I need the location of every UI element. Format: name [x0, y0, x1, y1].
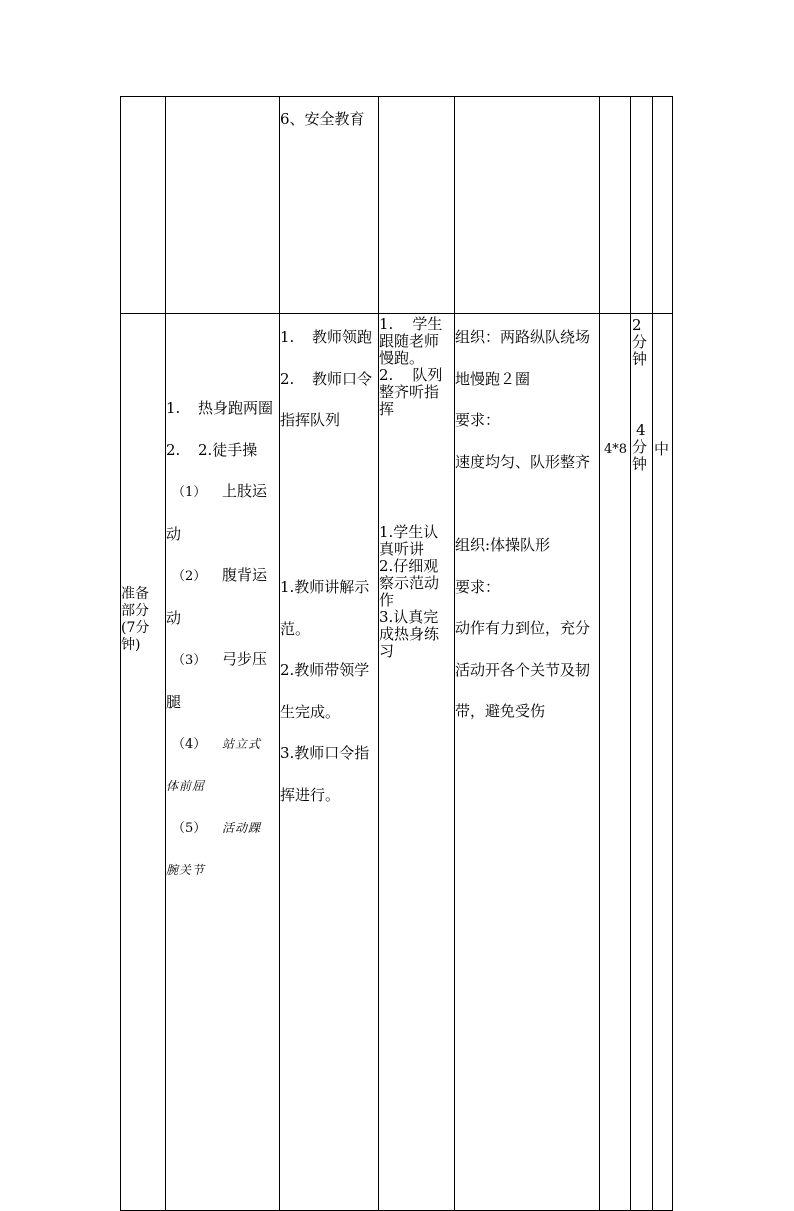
content-subitem: （3） 弓步压 [172, 650, 268, 668]
reps-cell [600, 314, 631, 1211]
student-item: 跟随老师 [379, 332, 440, 350]
student-item: 1.学生认 [379, 523, 439, 541]
content-subitem: （1） 上肢运 [172, 482, 268, 500]
part-cell [121, 97, 166, 314]
time-value: 2 [632, 316, 642, 334]
student-cell [379, 314, 455, 1211]
content-cell [166, 314, 280, 1211]
part-label: 准备 [121, 586, 149, 602]
student-cell [379, 97, 455, 314]
time-cell [631, 314, 653, 1211]
organization-item: 地慢跑２圈 [455, 369, 531, 388]
organization-item: 速度均匀、队形整齐 [455, 452, 591, 471]
organization-item: 带，避免受伤 [455, 702, 546, 720]
student-item: 慢跑。 [379, 349, 425, 367]
content-subitem: 动 [166, 524, 182, 543]
lesson-plan-table [120, 96, 673, 1211]
content-subitem: 腿 [166, 692, 182, 711]
content-subitem: 动 [166, 608, 182, 627]
time-value: 分 [632, 333, 648, 351]
organization-cell [455, 314, 600, 1211]
intensity-cell [653, 314, 673, 1211]
teacher-item: 挥进行。 [280, 785, 341, 804]
teacher-item: 生完成。 [280, 702, 341, 721]
organization-item: 要求： [455, 577, 501, 596]
time-value: 分 [632, 438, 648, 456]
content-item: 6、安全教育 [280, 110, 365, 128]
organization-item: 活动开各个关节及韧 [455, 660, 591, 679]
content-subitem: （5） 活动踝 [172, 821, 262, 836]
content-item: 2. 2.徒手操 [166, 440, 258, 459]
student-item: 2. 队列 [379, 366, 443, 384]
content-subitem: 体前屈 [166, 778, 206, 793]
time-value: 钟 [632, 350, 648, 368]
intensity-value: 中 [654, 440, 670, 458]
content-subitem: （2） 腹背运 [172, 566, 268, 584]
student-item: 真听讲 [379, 540, 425, 558]
organization-item: 组织：两路纵队绕场 [455, 328, 591, 346]
teacher-item: 3.教师口令指 [280, 744, 370, 762]
content-subitem: 腕关节 [166, 862, 206, 877]
student-item: 2.仔细观 [379, 557, 439, 575]
student-item: 习 [379, 642, 395, 660]
organization-item: 组织:体操队形 [455, 536, 551, 554]
part-label: 部分 [121, 603, 149, 619]
student-item: 1. 学生 [379, 315, 443, 333]
student-item: 3.认真完 [379, 608, 439, 626]
reps-cell [600, 97, 631, 314]
part-label: (7分 [121, 620, 150, 636]
teacher-cell [280, 97, 379, 314]
content-cell [166, 97, 280, 314]
intensity-cell [653, 97, 673, 314]
content-item: 1. 热身跑两圈 [166, 399, 274, 417]
content-subitem: （4） 站立式 [172, 737, 262, 752]
organization-item: 要求： [455, 411, 501, 429]
teacher-item: 1. 教师领跑 [280, 328, 373, 346]
organization-cell [455, 97, 600, 314]
teacher-cell [280, 314, 379, 1211]
student-item: 作 [379, 591, 395, 609]
part-cell [121, 314, 166, 1211]
student-item: 挥 [379, 400, 395, 418]
reps-value: 4*8 [603, 442, 628, 457]
student-item: 成热身练 [379, 625, 440, 643]
table-row [121, 314, 673, 1211]
time-cell [631, 97, 653, 314]
organization-item: 动作有力到位，充分 [455, 619, 591, 637]
student-item: 整齐听指 [379, 383, 440, 401]
teacher-item: 2. 教师口令 [280, 369, 373, 388]
teacher-item: 1.教师讲解示 [280, 578, 370, 596]
time-value: 4 [636, 421, 646, 439]
table-row [121, 97, 673, 314]
teacher-item: 2.教师带领学 [280, 661, 370, 679]
part-label: 钟) [121, 637, 141, 653]
teacher-item: 指挥队列 [280, 411, 341, 429]
student-item: 察示范动 [379, 574, 440, 592]
teacher-item: 范。 [280, 619, 311, 638]
time-value: 钟 [632, 455, 648, 473]
